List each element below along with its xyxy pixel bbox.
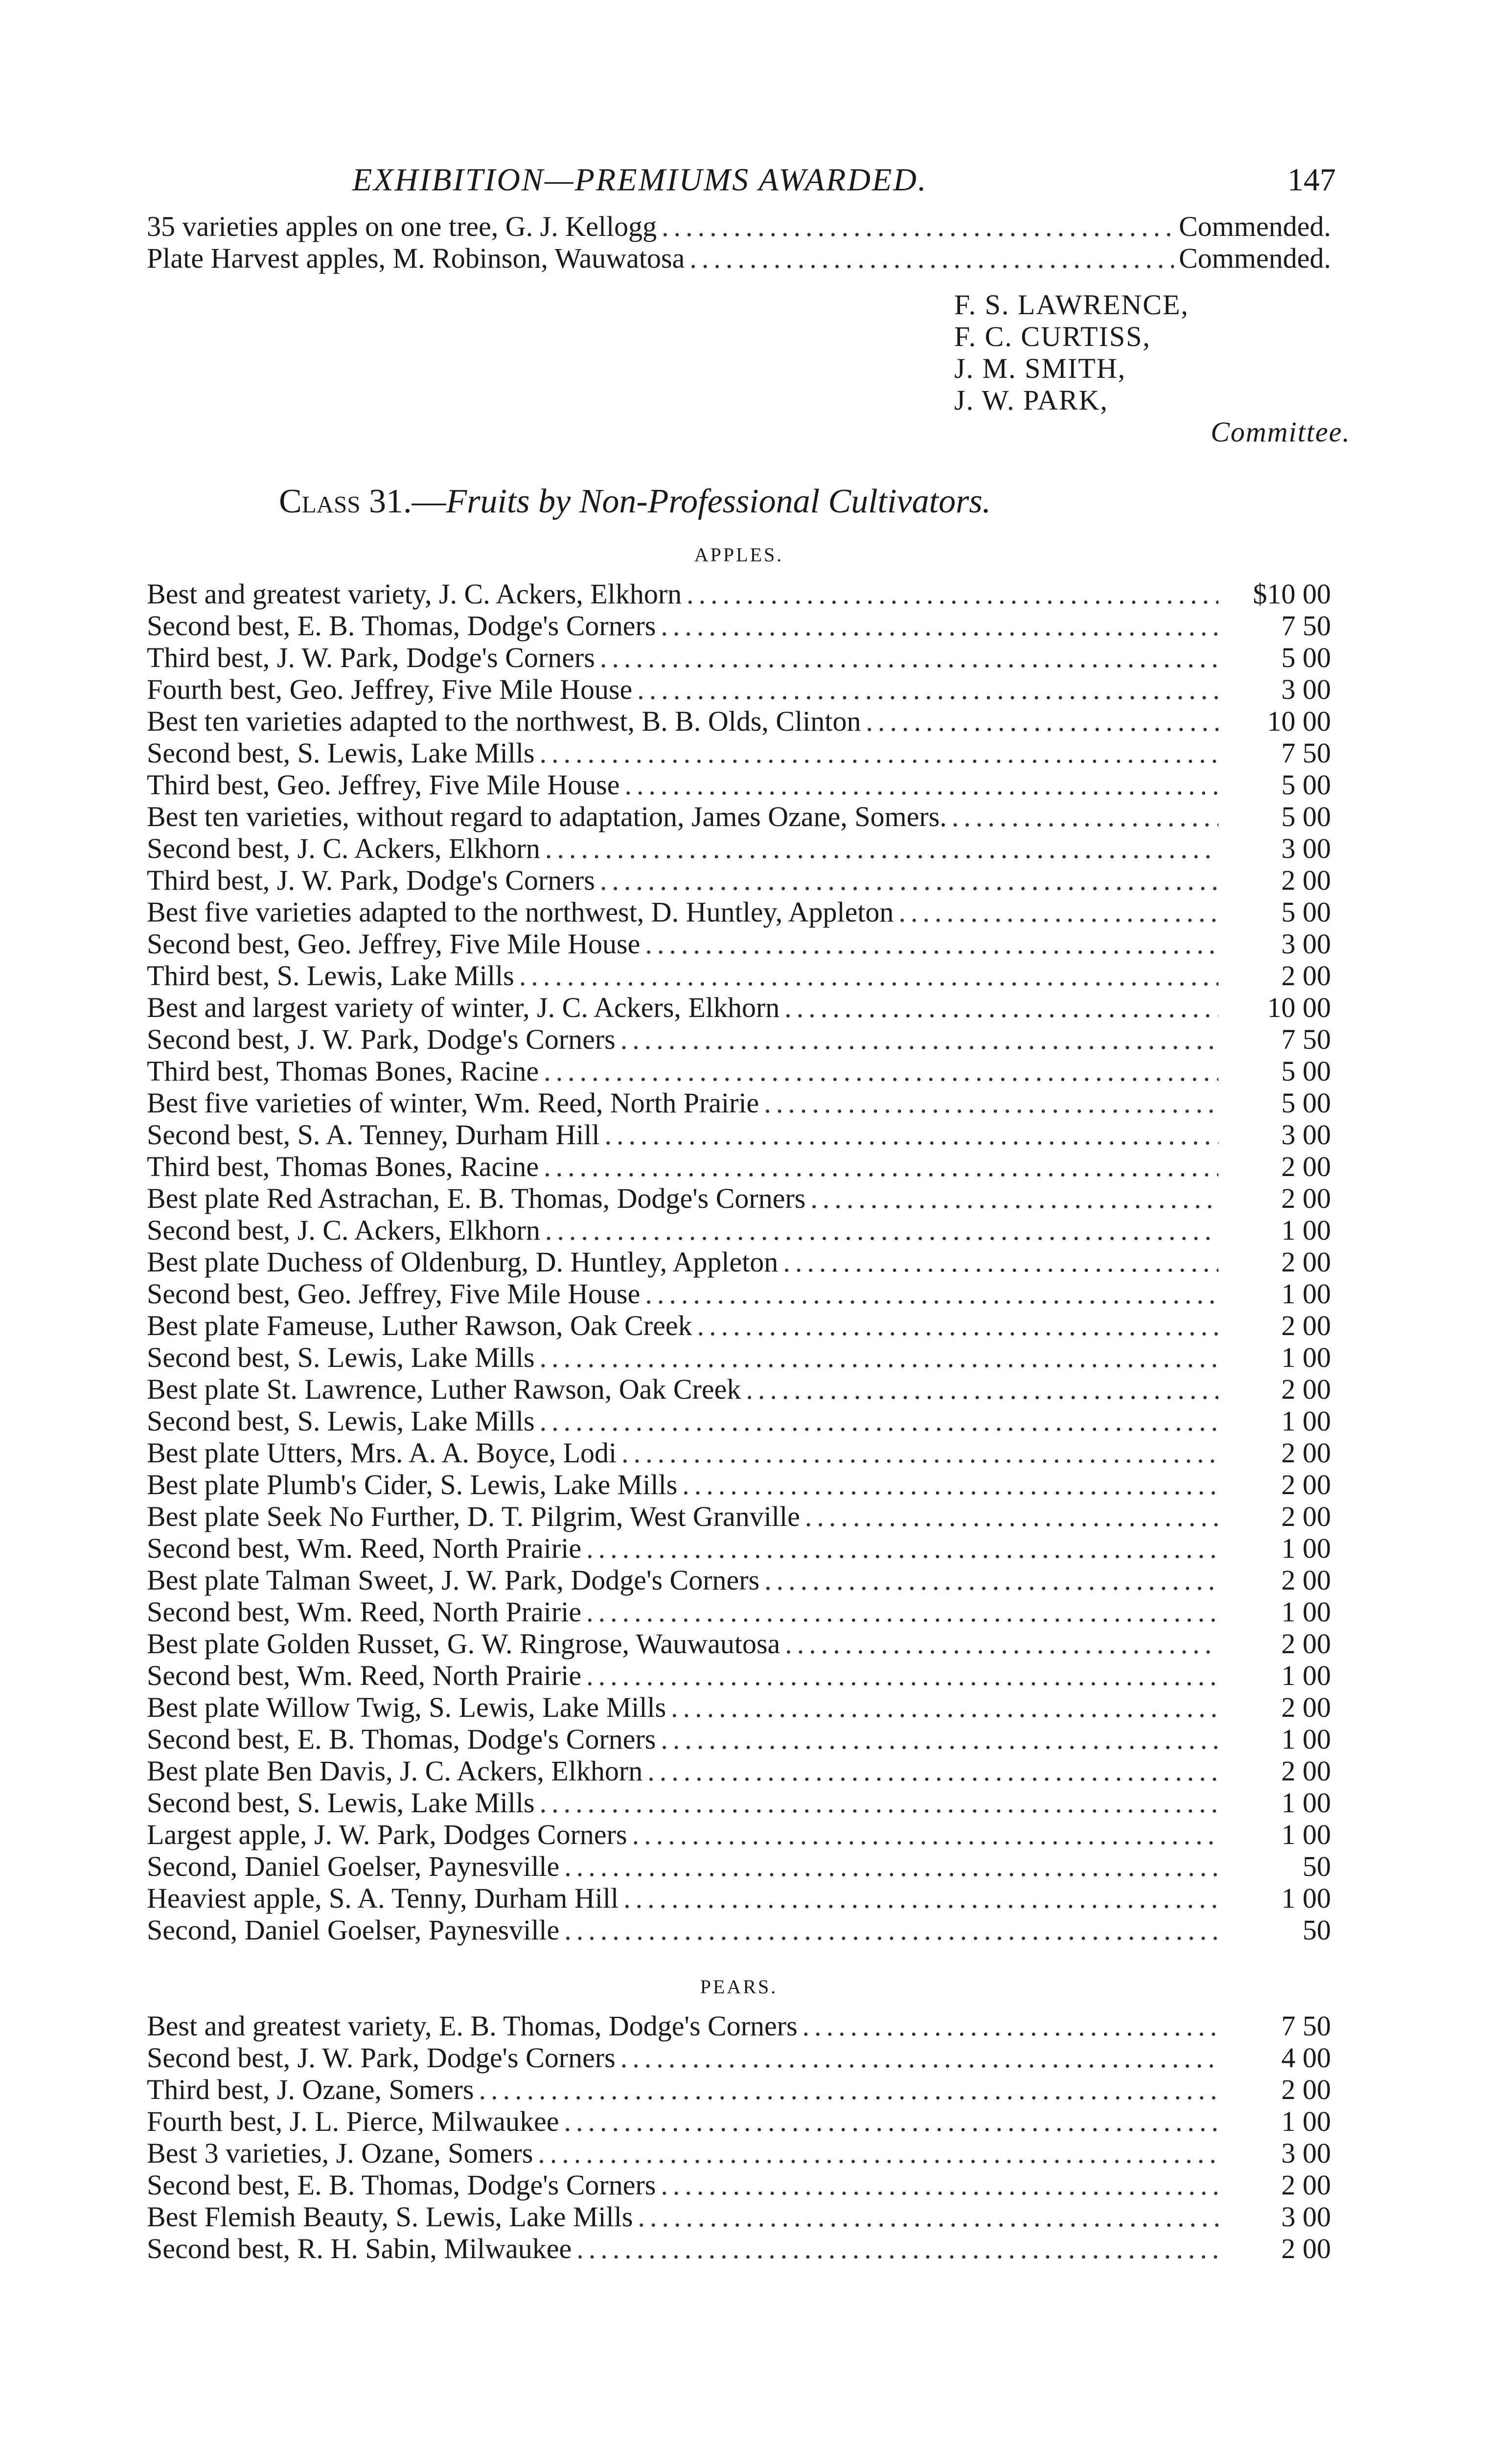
premium-entry xyxy=(147,2137,1331,2169)
entry-text: Third best, Thomas Bones, Racine xyxy=(147,1151,539,1182)
entry-amount: 1 00 xyxy=(1281,1532,1331,1564)
premium-entry xyxy=(147,1660,1331,1691)
dot-leader xyxy=(540,1405,1218,1437)
premium-entry xyxy=(147,928,1331,960)
class-title: Fruits by Non-Professional Cultivators. xyxy=(446,483,991,520)
entry-amount: 3 00 xyxy=(1281,928,1331,960)
entry-text: Heaviest apple, S. A. Tenny, Durham Hill xyxy=(147,1882,619,1914)
entry-text: Second best, Wm. Reed, North Prairie xyxy=(147,1596,582,1628)
entry-amount: 50 xyxy=(1303,1850,1331,1882)
dot-leader xyxy=(538,2137,1218,2169)
entry-amount: 1 00 xyxy=(1281,1882,1331,1914)
entry-text: Second best, J. W. Park, Dodge's Corners xyxy=(147,2042,616,2074)
premium-entry xyxy=(147,1723,1331,1755)
dot-leader xyxy=(661,2169,1218,2201)
dot-leader xyxy=(952,801,1218,832)
document-page xyxy=(147,162,1351,2264)
entry-amount: 2 00 xyxy=(1281,1564,1331,1596)
premium-entry xyxy=(147,832,1331,864)
entry-text: Best five varieties of winter, Wm. Reed, North Prairie xyxy=(147,1087,759,1119)
entry-text: Third best, J. W. Park, Dodge's Corners xyxy=(147,864,595,896)
premium-entry xyxy=(147,578,1331,610)
entry-amount: 1 00 xyxy=(1281,1660,1331,1691)
dot-leader xyxy=(576,2233,1218,2264)
dot-leader xyxy=(805,1501,1218,1532)
premium-entry xyxy=(147,1882,1331,1914)
commended-entry xyxy=(147,210,1331,242)
entry-amount: 7 50 xyxy=(1281,2010,1331,2042)
entry-amount: 3 00 xyxy=(1281,1119,1331,1151)
entry-amount: 1 00 xyxy=(1281,1278,1331,1310)
premium-entry xyxy=(147,1787,1331,1819)
dot-leader xyxy=(540,1341,1218,1373)
entry-amount: 5 00 xyxy=(1281,801,1331,832)
commended-list xyxy=(147,210,1331,274)
entry-text: Second best, Wm. Reed, North Prairie xyxy=(147,1660,582,1691)
entry-text: Best plate Talman Sweet, J. W. Park, Dodge's Corners xyxy=(147,1564,760,1596)
premium-entry xyxy=(147,1596,1331,1628)
dot-leader xyxy=(621,1437,1218,1469)
entry-text: Third best, Geo. Jeffrey, Five Mile House xyxy=(147,769,620,801)
entry-amount: 2 00 xyxy=(1281,1246,1331,1278)
dot-leader xyxy=(586,1596,1218,1628)
premium-entry xyxy=(147,1278,1331,1310)
premium-entry xyxy=(147,1437,1331,1469)
entry-text: Best plate St. Lawrence, Luther Rawson, Oak Creek xyxy=(147,1373,741,1405)
entry-text: Best ten varieties adapted to the northwest, B. B. Olds, Clinton xyxy=(147,705,861,737)
dot-leader xyxy=(687,578,1218,610)
class-label: Class 31.— xyxy=(279,483,446,520)
dot-leader xyxy=(689,242,1174,274)
dot-leader xyxy=(600,642,1218,673)
dot-leader xyxy=(540,1787,1218,1819)
premium-entry xyxy=(147,1914,1331,1946)
entry-text: Second, Daniel Goelser, Paynesville xyxy=(147,1850,560,1882)
premium-entry xyxy=(147,1087,1331,1119)
entry-text: Best and largest variety of winter, J. C. Ackers, Elkhorn xyxy=(147,992,780,1023)
entry-amount: 1 00 xyxy=(1281,1787,1331,1819)
entry-text: Best and greatest variety, E. B. Thomas, Dodge's Corners xyxy=(147,2010,798,2042)
entry-amount: 2 00 xyxy=(1281,2169,1331,2201)
dot-leader xyxy=(623,1882,1218,1914)
dot-leader xyxy=(545,832,1218,864)
premium-entry xyxy=(147,1182,1331,1214)
dot-leader xyxy=(519,960,1218,992)
premium-entry xyxy=(147,801,1331,832)
dot-leader xyxy=(645,928,1218,960)
premium-entry xyxy=(147,2201,1331,2233)
entry-text: Second best, J. W. Park, Dodge's Corners xyxy=(147,1023,616,1055)
entry-amount: 2 00 xyxy=(1281,1501,1331,1532)
dot-leader xyxy=(645,1278,1218,1310)
premium-entry xyxy=(147,2042,1331,2074)
entry-award: Commended. xyxy=(1179,210,1331,242)
premium-entry xyxy=(147,1532,1331,1564)
entry-text: Second best, Geo. Jeffrey, Five Mile House xyxy=(147,1278,641,1310)
entry-amount: 1 00 xyxy=(1281,1596,1331,1628)
entry-amount: 2 00 xyxy=(1281,1182,1331,1214)
premium-entry xyxy=(147,737,1331,769)
entry-text: Fourth best, J. L. Pierce, Milwaukee xyxy=(147,2105,559,2137)
entry-amount: 3 00 xyxy=(1281,832,1331,864)
premium-entry xyxy=(147,1023,1331,1055)
premium-entry xyxy=(147,1755,1331,1787)
dot-leader xyxy=(586,1660,1218,1691)
committee-member: F. S. LAWRENCE, xyxy=(954,289,1189,321)
premium-entry xyxy=(147,1214,1331,1246)
entry-text: Best ten varieties, without regard to adaptation, James Ozane, Somers. xyxy=(147,801,947,832)
entry-text: Second best, E. B. Thomas, Dodge's Corners xyxy=(147,610,656,642)
entry-amount: 2 00 xyxy=(1281,1628,1331,1660)
premium-entry xyxy=(147,960,1331,992)
entry-amount: 1 00 xyxy=(1281,1405,1331,1437)
entry-amount: 2 00 xyxy=(1281,1151,1331,1182)
dot-leader xyxy=(564,1914,1218,1946)
dot-leader xyxy=(647,1755,1218,1787)
dot-leader xyxy=(479,2074,1218,2105)
class-heading xyxy=(279,480,1331,524)
dot-leader xyxy=(564,2105,1218,2137)
entry-amount: 5 00 xyxy=(1281,1055,1331,1087)
entry-text: Best five varieties adapted to the northwest, D. Huntley, Appleton xyxy=(147,896,894,928)
dot-leader xyxy=(638,2201,1218,2233)
page-header xyxy=(147,162,1336,210)
committee-role: Committee. xyxy=(1211,416,1351,448)
entry-amount: 2 00 xyxy=(1281,1469,1331,1501)
entry-amount: 10 00 xyxy=(1267,705,1331,737)
dot-leader xyxy=(866,705,1218,737)
commended-entry xyxy=(147,242,1331,274)
premium-entry xyxy=(147,1819,1331,1850)
entry-text: Second best, Wm. Reed, North Prairie xyxy=(147,1532,582,1564)
dot-leader xyxy=(632,1819,1218,1850)
committee-member: F. C. CURTISS, xyxy=(954,321,1151,352)
entry-amount: 1 00 xyxy=(1281,1723,1331,1755)
entry-text: Third best, Thomas Bones, Racine xyxy=(147,1055,539,1087)
entry-text: Largest apple, J. W. Park, Dodges Corners xyxy=(147,1819,627,1850)
entry-amount: 3 00 xyxy=(1281,2201,1331,2233)
running-title: EXHIBITION—PREMIUMS AWARDED. xyxy=(352,162,928,198)
dot-leader xyxy=(544,1055,1218,1087)
premium-entry xyxy=(147,1119,1331,1151)
dot-leader xyxy=(764,1564,1218,1596)
entry-amount: $10 00 xyxy=(1253,578,1331,610)
dot-leader xyxy=(600,864,1218,896)
premium-entry xyxy=(147,2074,1331,2105)
entry-text: 35 varieties apples on one tree, G. J. Kellogg xyxy=(147,210,657,242)
dot-leader xyxy=(620,2042,1218,2074)
premium-entry xyxy=(147,1691,1331,1723)
entry-text: Second best, Geo. Jeffrey, Five Mile House xyxy=(147,928,641,960)
dot-leader xyxy=(620,1023,1218,1055)
dot-leader xyxy=(784,992,1218,1023)
entry-text: Second best, S. A. Tenney, Durham Hill xyxy=(147,1119,600,1151)
dot-leader xyxy=(661,1723,1218,1755)
entry-amount: 3 00 xyxy=(1281,2137,1331,2169)
entry-text: Best and greatest variety, J. C. Ackers, Elkhorn xyxy=(147,578,682,610)
dot-leader xyxy=(624,769,1218,801)
entry-amount: 2 00 xyxy=(1281,960,1331,992)
dot-leader xyxy=(783,1246,1218,1278)
entry-amount: 3 00 xyxy=(1281,673,1331,705)
entry-amount: 4 00 xyxy=(1281,2042,1331,2074)
section-heading-pears: PEARS. xyxy=(700,1976,778,1998)
premium-entry xyxy=(147,673,1331,705)
committee-signatures xyxy=(954,289,1351,448)
premium-entry xyxy=(147,1055,1331,1087)
entry-text: Third best, J. Ozane, Somers xyxy=(147,2074,474,2105)
entry-amount: 7 50 xyxy=(1281,1023,1331,1055)
dot-leader xyxy=(810,1182,1218,1214)
committee-member: J. W. PARK, xyxy=(954,384,1108,416)
entry-amount: 1 00 xyxy=(1281,2105,1331,2137)
entry-amount: 2 00 xyxy=(1281,864,1331,896)
entry-text: Best 3 varieties, J. Ozane, Somers xyxy=(147,2137,533,2169)
premium-entry xyxy=(147,896,1331,928)
premium-entry xyxy=(147,1628,1331,1660)
entry-text: Plate Harvest apples, M. Robinson, Wauwatosa xyxy=(147,242,685,274)
premium-entry xyxy=(147,642,1331,673)
entry-text: Best plate Red Astrachan, E. B. Thomas, Dodge's Corners xyxy=(147,1182,806,1214)
premium-entry xyxy=(147,2169,1331,2201)
entry-amount: 5 00 xyxy=(1281,1087,1331,1119)
dot-leader xyxy=(544,1151,1218,1182)
premium-entry xyxy=(147,610,1331,642)
dot-leader xyxy=(661,610,1218,642)
entry-text: Best plate Seek No Further, D. T. Pilgrim, West Granville xyxy=(147,1501,800,1532)
apples-premium-list xyxy=(147,578,1331,1946)
entry-text: Second, Daniel Goelser, Paynesville xyxy=(147,1914,560,1946)
premium-entry xyxy=(147,1469,1331,1501)
premium-entry xyxy=(147,1341,1331,1373)
entry-text: Second best, J. C. Ackers, Elkhorn xyxy=(147,832,540,864)
premium-entry xyxy=(147,705,1331,737)
premium-entry xyxy=(147,1501,1331,1532)
entry-amount: 1 00 xyxy=(1281,1341,1331,1373)
entry-text: Second best, E. B. Thomas, Dodge's Corners xyxy=(147,2169,656,2201)
entry-text: Best plate Ben Davis, J. C. Ackers, Elkhorn xyxy=(147,1755,643,1787)
dot-leader xyxy=(662,210,1174,242)
entry-text: Best plate Willow Twig, S. Lewis, Lake Mills xyxy=(147,1691,666,1723)
entry-text: Second best, E. B. Thomas, Dodge's Corners xyxy=(147,1723,656,1755)
committee-member: J. M. SMITH, xyxy=(954,352,1126,384)
premium-entry xyxy=(147,1246,1331,1278)
entry-amount: 50 xyxy=(1303,1914,1331,1946)
entry-text: Best plate Golden Russet, G. W. Ringrose, Wauwautosa xyxy=(147,1628,780,1660)
premium-entry xyxy=(147,1850,1331,1882)
premium-entry xyxy=(147,769,1331,801)
entry-text: Second best, J. C. Ackers, Elkhorn xyxy=(147,1214,540,1246)
entry-amount: 2 00 xyxy=(1281,1437,1331,1469)
entry-text: Best plate Plumb's Cider, S. Lewis, Lake Mills xyxy=(147,1469,678,1501)
dot-leader xyxy=(604,1119,1218,1151)
entry-text: Third best, J. W. Park, Dodge's Corners xyxy=(147,642,595,673)
entry-amount: 10 00 xyxy=(1267,992,1331,1023)
dot-leader xyxy=(564,1850,1218,1882)
premium-entry xyxy=(147,1564,1331,1596)
entry-amount: 7 50 xyxy=(1281,737,1331,769)
entry-amount: 2 00 xyxy=(1281,1310,1331,1341)
entry-amount: 5 00 xyxy=(1281,896,1331,928)
entry-amount: 5 00 xyxy=(1281,769,1331,801)
premium-entry xyxy=(147,1405,1331,1437)
entry-text: Second best, S. Lewis, Lake Mills xyxy=(147,1405,535,1437)
page-number: 147 xyxy=(1287,162,1336,198)
entry-amount: 5 00 xyxy=(1281,642,1331,673)
dot-leader xyxy=(545,1214,1218,1246)
entry-text: Second best, S. Lewis, Lake Mills xyxy=(147,737,535,769)
premium-entry xyxy=(147,1373,1331,1405)
entry-amount: 2 00 xyxy=(1281,1373,1331,1405)
dot-leader xyxy=(671,1691,1218,1723)
entry-text: Fourth best, Geo. Jeffrey, Five Mile House xyxy=(147,673,633,705)
dot-leader xyxy=(682,1469,1218,1501)
premium-entry xyxy=(147,2010,1331,2042)
entry-text: Second best, S. Lewis, Lake Mills xyxy=(147,1341,535,1373)
entry-amount: 7 50 xyxy=(1281,610,1331,642)
entry-text: Third best, S. Lewis, Lake Mills xyxy=(147,960,514,992)
dot-leader xyxy=(540,737,1218,769)
entry-amount: 1 00 xyxy=(1281,1819,1331,1850)
entry-amount: 2 00 xyxy=(1281,2074,1331,2105)
dot-leader xyxy=(802,2010,1218,2042)
dot-leader xyxy=(746,1373,1218,1405)
entry-text: Best Flemish Beauty, S. Lewis, Lake Mills xyxy=(147,2201,633,2233)
section-heading-apples: APPLES. xyxy=(694,544,784,566)
dot-leader xyxy=(764,1087,1218,1119)
entry-amount: 2 00 xyxy=(1281,2233,1331,2264)
dot-leader xyxy=(785,1628,1218,1660)
entry-amount: 2 00 xyxy=(1281,1691,1331,1723)
entry-text: Best plate Utters, Mrs. A. A. Boyce, Lodi xyxy=(147,1437,617,1469)
premium-entry xyxy=(147,2105,1331,2137)
premium-entry xyxy=(147,992,1331,1023)
entry-text: Best plate Fameuse, Luther Rawson, Oak Creek xyxy=(147,1310,692,1341)
premium-entry xyxy=(147,1151,1331,1182)
dot-leader xyxy=(586,1532,1218,1564)
pears-premium-list xyxy=(147,2010,1331,2264)
entry-text: Second best, R. H. Sabin, Milwaukee xyxy=(147,2233,572,2264)
entry-award: Commended. xyxy=(1179,242,1331,274)
premium-entry xyxy=(147,2233,1331,2264)
dot-leader xyxy=(898,896,1218,928)
entry-amount: 2 00 xyxy=(1281,1755,1331,1787)
dot-leader xyxy=(637,673,1218,705)
dot-leader xyxy=(697,1310,1218,1341)
entry-amount: 1 00 xyxy=(1281,1214,1331,1246)
premium-entry xyxy=(147,1310,1331,1341)
entry-text: Second best, S. Lewis, Lake Mills xyxy=(147,1787,535,1819)
entry-text: Best plate Duchess of Oldenburg, D. Huntley, Appleton xyxy=(147,1246,779,1278)
premium-entry xyxy=(147,864,1331,896)
